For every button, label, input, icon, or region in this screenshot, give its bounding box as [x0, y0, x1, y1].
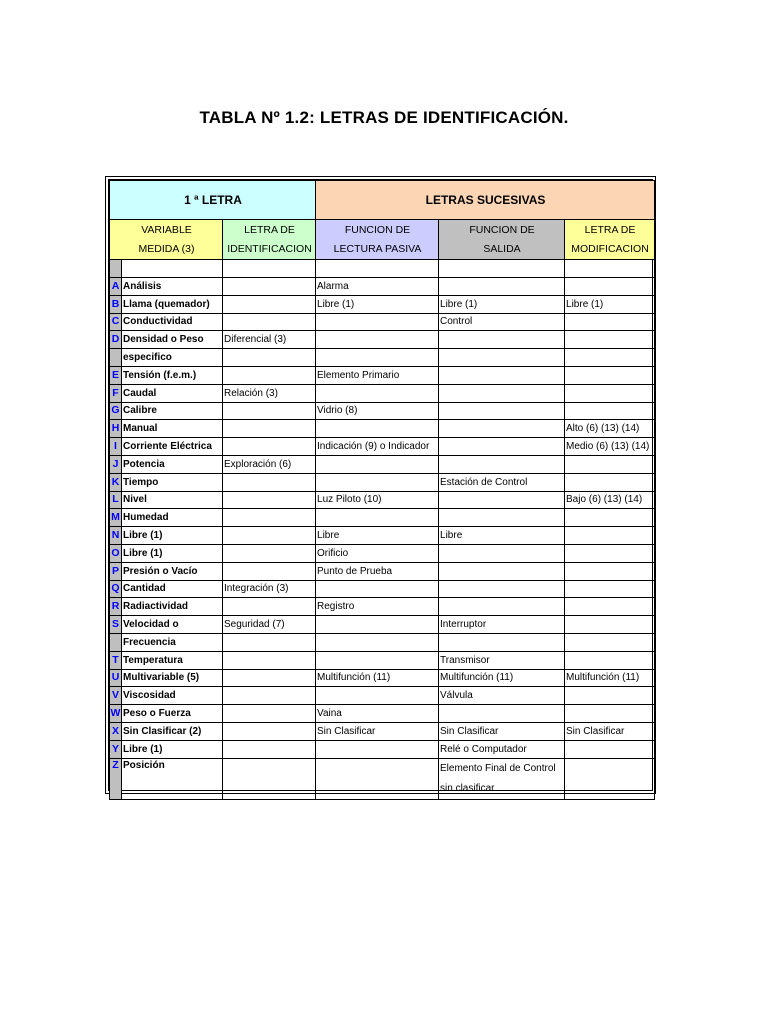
table-row [110, 438, 655, 456]
ident-cell [223, 402, 316, 420]
modif-cell [565, 527, 655, 545]
letter-cell: V [110, 687, 122, 705]
salida-cell: Relé o Computador [439, 740, 565, 758]
header-line: LECTURA PASIVA [333, 242, 422, 255]
variable-cell: Tensión (f.e.m.) [122, 366, 223, 384]
variable-cell: Viscosidad [122, 687, 223, 705]
header-letra-identificacion [223, 220, 316, 260]
letter-cell: U [110, 669, 122, 687]
letter-cell: J [110, 455, 122, 473]
header-row-columns [110, 220, 655, 260]
salida-cell: Libre [439, 527, 565, 545]
salida-cell [439, 402, 565, 420]
salida-cell [439, 366, 565, 384]
lectura-cell: Libre [316, 527, 439, 545]
lectura-cell [316, 384, 439, 402]
variable-cell: Presión o Vacío [122, 562, 223, 580]
table-row [110, 473, 655, 491]
letter-cell: G [110, 402, 122, 420]
table-row [110, 669, 655, 687]
ident-cell: Integración (3) [223, 580, 316, 598]
modif-cell: Sin Clasificar [565, 722, 655, 740]
table-row [110, 491, 655, 509]
lectura-cell [316, 455, 439, 473]
lectura-cell: Registro [316, 598, 439, 616]
lectura-cell: Libre (1) [316, 295, 439, 313]
table-row [110, 633, 655, 651]
salida-cell [439, 278, 565, 296]
lectura-cell [316, 580, 439, 598]
ident-cell [223, 420, 316, 438]
variable-cell: Sin Clasificar (2) [122, 722, 223, 740]
variable-cell: Densidad o Peso [122, 331, 223, 349]
ident-cell [223, 509, 316, 527]
lectura-cell [316, 740, 439, 758]
variable-cell: Multivariable (5) [122, 669, 223, 687]
lectura-cell [316, 687, 439, 705]
ident-cell [223, 491, 316, 509]
variable-cell: Cantidad [122, 580, 223, 598]
table-row [110, 278, 655, 296]
modif-cell [565, 366, 655, 384]
table-row [110, 509, 655, 527]
modif-cell [565, 705, 655, 723]
modif-cell [565, 740, 655, 758]
modif-cell: Alto (6) (13) (14) [565, 420, 655, 438]
salida-cell [439, 705, 565, 723]
table-row [110, 527, 655, 545]
ident-cell [223, 633, 316, 651]
modif-cell [565, 509, 655, 527]
variable-cell: Peso o Fuerza [122, 705, 223, 723]
ident-cell [223, 366, 316, 384]
variable-cell: Temperatura [122, 651, 223, 669]
lectura-cell [316, 473, 439, 491]
variable-cell: Caudal [122, 384, 223, 402]
header-first-letter: 1 ª LETRA [110, 181, 316, 220]
variable-cell: Llama (quemador) [122, 295, 223, 313]
letter-cell: O [110, 544, 122, 562]
ident-cell [223, 527, 316, 545]
variable-cell: Velocidad o [122, 616, 223, 634]
header-line: VARIABLE [141, 223, 192, 236]
header-line: IDENTIFICACION [227, 242, 312, 255]
lectura-cell: Indicación (9) o Indicador [316, 438, 439, 456]
salida-cell [439, 349, 565, 367]
letter-cell: K [110, 473, 122, 491]
salida-cell [439, 758, 565, 799]
table-row [110, 384, 655, 402]
header-variable-medida [110, 220, 223, 260]
letter-cell: Z [110, 758, 122, 799]
ident-cell [223, 295, 316, 313]
variable-cell: Frecuencia [122, 633, 223, 651]
table-row [110, 740, 655, 758]
ident-cell [223, 705, 316, 723]
variable-cell: Tiempo [122, 473, 223, 491]
modif-cell [565, 616, 655, 634]
header-line: MEDIDA (3) [138, 242, 195, 255]
letter-cell [110, 349, 122, 367]
table-row [110, 366, 655, 384]
empty-cell [223, 260, 316, 278]
header-funcion-lectura [316, 220, 439, 260]
header-line: SALIDA [483, 242, 521, 255]
salida-cell [439, 331, 565, 349]
table-row [110, 705, 655, 723]
salida-line: Elemento Final de Control [440, 762, 556, 774]
identification-letters-table [109, 180, 655, 800]
salida-cell [439, 509, 565, 527]
letter-cell: A [110, 278, 122, 296]
variable-cell: Conductividad [122, 313, 223, 331]
table-row [110, 313, 655, 331]
table-row [110, 349, 655, 367]
modif-cell [565, 278, 655, 296]
modif-cell [565, 580, 655, 598]
letter-cell: E [110, 366, 122, 384]
table-row [110, 455, 655, 473]
modif-cell [565, 384, 655, 402]
letter-cell: B [110, 295, 122, 313]
table-row [110, 758, 655, 799]
salida-cell: Multifunción (11) [439, 669, 565, 687]
salida-cell: Control [439, 313, 565, 331]
ident-cell [223, 438, 316, 456]
variable-cell: Libre (1) [122, 544, 223, 562]
salida-cell [439, 544, 565, 562]
table-row [110, 616, 655, 634]
letter-cell: F [110, 384, 122, 402]
lectura-cell: Punto de Prueba [316, 562, 439, 580]
salida-cell [439, 384, 565, 402]
variable-cell: Manual [122, 420, 223, 438]
table-row [110, 722, 655, 740]
salida-cell [439, 598, 565, 616]
salida-cell [439, 438, 565, 456]
header-line: FUNCION DE [344, 223, 411, 236]
letter-cell: M [110, 509, 122, 527]
letter-cell [110, 260, 122, 278]
modif-cell [565, 562, 655, 580]
lectura-cell: Vidrio (8) [316, 402, 439, 420]
variable-cell: especifico [122, 349, 223, 367]
variable-cell: Humedad [122, 509, 223, 527]
modif-cell: Medio (6) (13) (14) [565, 438, 655, 456]
letter-cell [110, 633, 122, 651]
lectura-cell [316, 420, 439, 438]
modif-cell [565, 473, 655, 491]
lectura-cell: Alarma [316, 278, 439, 296]
spacer-row [110, 260, 655, 278]
letter-cell: H [110, 420, 122, 438]
lectura-cell [316, 758, 439, 799]
salida-cell: Válvula [439, 687, 565, 705]
salida-cell: Interruptor [439, 616, 565, 634]
ident-cell [223, 473, 316, 491]
letter-cell: C [110, 313, 122, 331]
ident-cell [223, 278, 316, 296]
letter-cell: P [110, 562, 122, 580]
ident-cell [223, 598, 316, 616]
table-row [110, 420, 655, 438]
modif-cell [565, 687, 655, 705]
salida-line: sin clasificar [440, 782, 495, 794]
modif-cell: Libre (1) [565, 295, 655, 313]
letter-cell: N [110, 527, 122, 545]
salida-cell [439, 562, 565, 580]
letter-cell: X [110, 722, 122, 740]
modif-cell [565, 633, 655, 651]
variable-cell: Potencia [122, 455, 223, 473]
lectura-cell [316, 633, 439, 651]
header-line: FUNCION DE [469, 223, 535, 236]
lectura-cell: Luz Piloto (10) [316, 491, 439, 509]
table-row [110, 295, 655, 313]
lectura-cell [316, 651, 439, 669]
ident-cell [223, 349, 316, 367]
ident-cell [223, 669, 316, 687]
letter-cell: L [110, 491, 122, 509]
variable-cell: Análisis [122, 278, 223, 296]
table-row [110, 544, 655, 562]
table-row [110, 580, 655, 598]
ident-cell [223, 562, 316, 580]
salida-cell [439, 580, 565, 598]
letter-cell: S [110, 616, 122, 634]
letter-cell: W [110, 705, 122, 723]
modif-cell [565, 544, 655, 562]
empty-cell [122, 260, 223, 278]
salida-cell [439, 633, 565, 651]
table-row [110, 331, 655, 349]
ident-cell [223, 758, 316, 799]
table-inner-frame [108, 179, 653, 794]
modif-cell [565, 349, 655, 367]
lectura-cell: Multifunción (11) [316, 669, 439, 687]
letter-cell: R [110, 598, 122, 616]
variable-cell: Radiactividad [122, 598, 223, 616]
modif-cell: Bajo (6) (13) (14) [565, 491, 655, 509]
table-row [110, 562, 655, 580]
ident-cell: Exploración (6) [223, 455, 316, 473]
ident-cell [223, 722, 316, 740]
ident-cell [223, 544, 316, 562]
salida-cell: Estación de Control [439, 473, 565, 491]
header-line: LETRA DE [244, 223, 295, 236]
ident-cell: Diferencial (3) [223, 331, 316, 349]
salida-cell [439, 420, 565, 438]
lectura-cell [316, 331, 439, 349]
ident-cell [223, 313, 316, 331]
letter-cell: I [110, 438, 122, 456]
header-funcion-salida [439, 220, 565, 260]
salida-cell [439, 491, 565, 509]
lectura-cell [316, 616, 439, 634]
letter-cell: Q [110, 580, 122, 598]
lectura-cell [316, 313, 439, 331]
lectura-cell [316, 509, 439, 527]
ident-cell [223, 651, 316, 669]
modif-cell: Multifunción (11) [565, 669, 655, 687]
lectura-cell: Sin Clasificar [316, 722, 439, 740]
variable-cell: Corriente Eléctrica [122, 438, 223, 456]
lectura-cell: Vaina [316, 705, 439, 723]
modif-cell [565, 331, 655, 349]
table-row [110, 598, 655, 616]
modif-cell [565, 598, 655, 616]
header-row-groups [110, 181, 655, 220]
empty-cell [316, 260, 439, 278]
letter-cell: Y [110, 740, 122, 758]
letter-cell: T [110, 651, 122, 669]
salida-cell: Sin Clasificar [439, 722, 565, 740]
ident-cell [223, 740, 316, 758]
header-letra-modificacion [565, 220, 655, 260]
header-successive-letters: LETRAS SUCESIVAS [316, 181, 655, 220]
lectura-cell: Elemento Primario [316, 366, 439, 384]
table-row [110, 402, 655, 420]
ident-cell [223, 687, 316, 705]
variable-cell: Posición [122, 758, 223, 799]
table-row [110, 651, 655, 669]
table-title: TABLA Nº 1.2: LETRAS DE IDENTIFICACIÓN. [199, 108, 569, 127]
empty-cell [565, 260, 655, 278]
variable-cell: Nivel [122, 491, 223, 509]
modif-cell [565, 402, 655, 420]
modif-cell [565, 651, 655, 669]
salida-cell: Libre (1) [439, 295, 565, 313]
ident-cell: Seguridad (7) [223, 616, 316, 634]
table-row [110, 687, 655, 705]
variable-cell: Calibre [122, 402, 223, 420]
modif-cell [565, 758, 655, 799]
salida-cell: Transmisor [439, 651, 565, 669]
lectura-cell: Orificio [316, 544, 439, 562]
modif-cell [565, 455, 655, 473]
header-line: MODIFICACION [571, 242, 649, 255]
variable-cell: Libre (1) [122, 527, 223, 545]
variable-cell: Libre (1) [122, 740, 223, 758]
empty-cell [439, 260, 565, 278]
lectura-cell [316, 349, 439, 367]
ident-cell: Relación (3) [223, 384, 316, 402]
modif-cell [565, 313, 655, 331]
letter-cell: D [110, 331, 122, 349]
header-line: LETRA DE [584, 223, 636, 236]
salida-cell [439, 455, 565, 473]
table-frame [105, 176, 656, 794]
